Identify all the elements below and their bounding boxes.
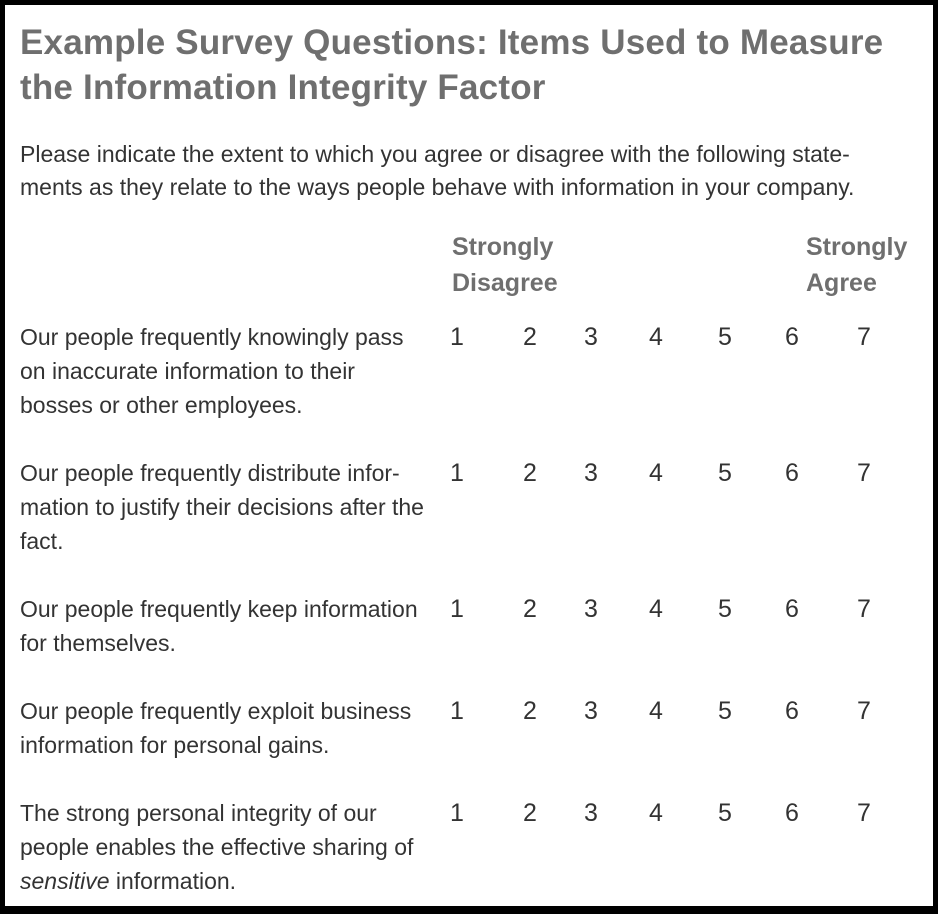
rating-option-6[interactable]: 6 [785,459,799,487]
scale-right-line1: Strongly [806,233,908,261]
rating-option-5[interactable]: 5 [718,697,732,725]
survey-item-text: Our people frequently distribute infor-mation to justify their decisions after the fact. [20,460,424,554]
rating-option-1[interactable]: 1 [450,595,464,623]
rating-option-2[interactable]: 2 [523,323,537,351]
survey-item-emphasis: sensitive [20,868,110,894]
rating-option-3[interactable]: 3 [584,595,598,623]
rating-option-1[interactable]: 1 [450,323,464,351]
survey-item-text-start: The strong personal integrity of our people enables the effective sharing of [20,800,414,860]
survey-item-text: Our people frequently keep information for themselves. [20,596,418,656]
rating-option-7[interactable]: 7 [857,799,871,827]
rating-option-6[interactable]: 6 [785,799,799,827]
rating-option-3[interactable]: 3 [584,323,598,351]
rating-option-3[interactable]: 3 [584,459,598,487]
rating-option-1[interactable]: 1 [450,697,464,725]
page-title: Example Survey Questions: Items Used to Measure the Information Integrity Factor [20,23,884,107]
rating-option-1[interactable]: 1 [450,799,464,827]
rating-option-3[interactable]: 3 [584,697,598,725]
rating-option-7[interactable]: 7 [857,595,871,623]
survey-item-text: Our people frequently exploit business information for personal gains. [20,698,412,758]
rating-option-5[interactable]: 5 [718,595,732,623]
rating-option-5[interactable]: 5 [718,799,732,827]
scale-right-line2: Agree [806,269,877,297]
rating-option-4[interactable]: 4 [649,595,663,623]
rating-option-6[interactable]: 6 [785,323,799,351]
scale-label-disagree [452,229,592,301]
rating-option-1[interactable]: 1 [450,459,464,487]
rating-option-5[interactable]: 5 [718,323,732,351]
rating-option-6[interactable]: 6 [785,595,799,623]
scale-left-line2: Disagree [452,269,558,297]
rating-option-2[interactable]: 2 [523,595,537,623]
rating-option-7[interactable]: 7 [857,323,871,351]
rating-option-3[interactable]: 3 [584,799,598,827]
rating-option-7[interactable]: 7 [857,697,871,725]
scale-label-agree [806,229,926,301]
rating-option-4[interactable]: 4 [649,459,663,487]
survey-item-text [20,796,430,898]
rating-option-4[interactable]: 4 [649,697,663,725]
survey-item-text: Our people frequently knowingly pass on inaccurate information to their bosses or other employees. [20,324,404,418]
survey-item-text-end: information. [109,868,237,894]
scale-left-line1: Strongly [452,233,554,261]
rating-option-4[interactable]: 4 [649,799,663,827]
rating-option-7[interactable]: 7 [857,459,871,487]
rating-option-2[interactable]: 2 [523,697,537,725]
rating-option-2[interactable]: 2 [523,459,537,487]
rating-option-5[interactable]: 5 [718,459,732,487]
instructions-text: Please indicate the extent to which you agree or disagree with the following state-ments as they relate to the ways people behave with information in your company. [20,141,855,200]
rating-option-6[interactable]: 6 [785,697,799,725]
rating-option-2[interactable]: 2 [523,799,537,827]
rating-option-4[interactable]: 4 [649,323,663,351]
